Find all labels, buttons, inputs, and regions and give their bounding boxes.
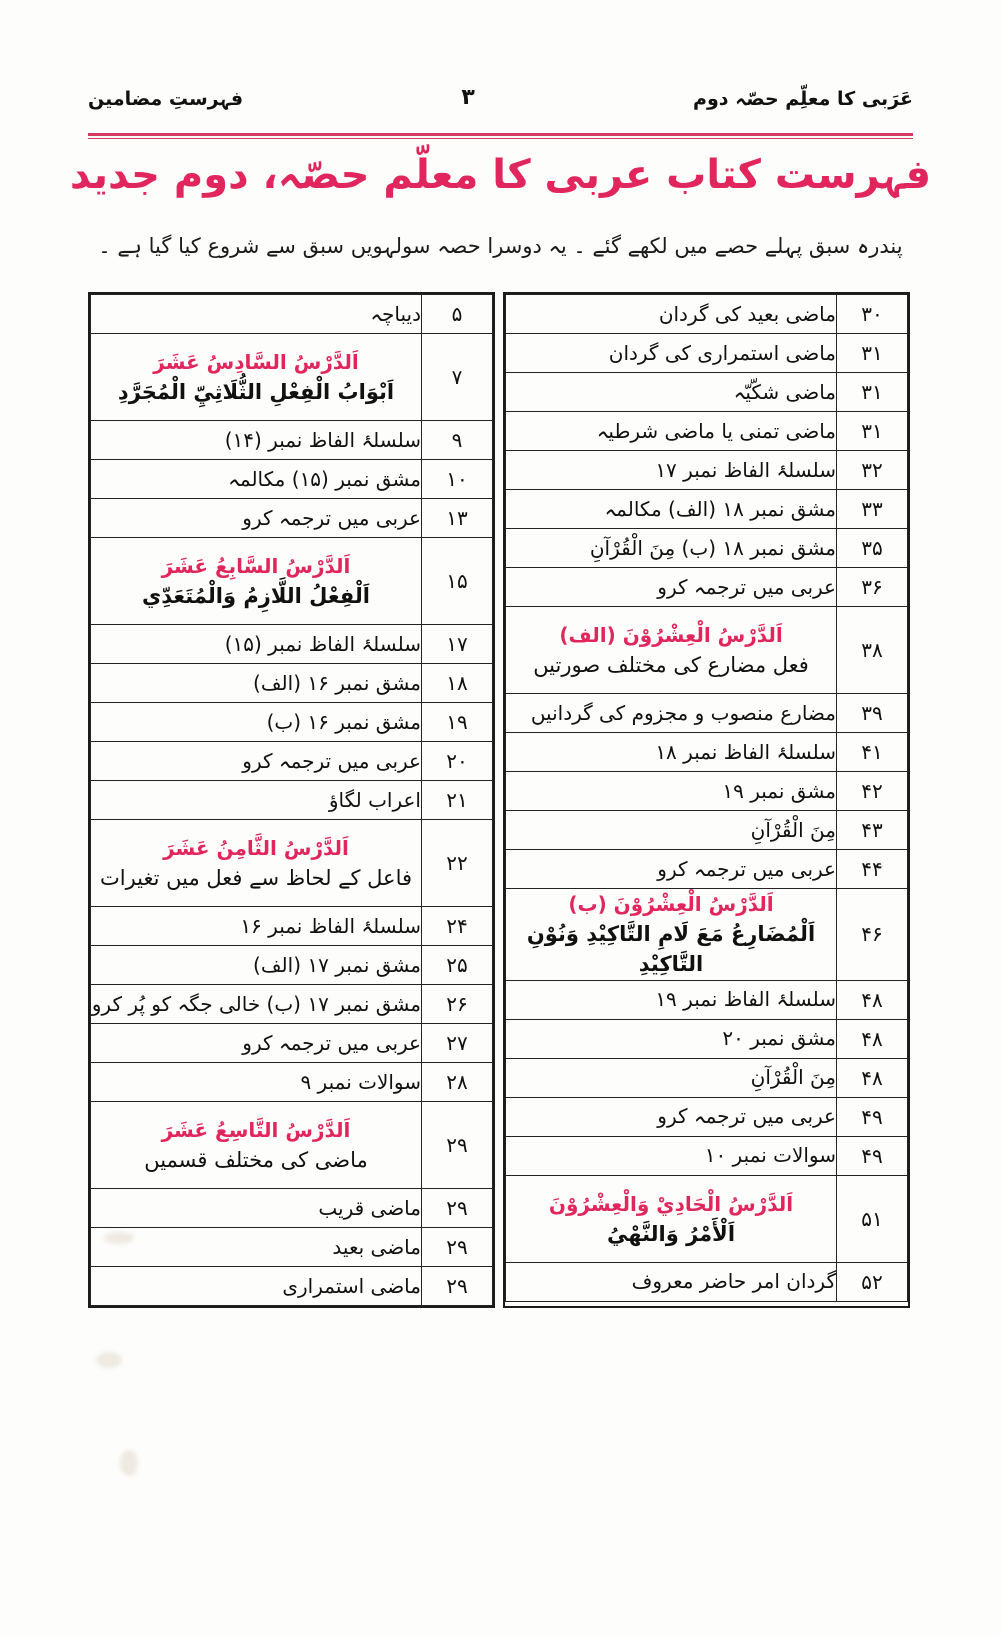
table-row — [91, 334, 493, 421]
entry-title: مشق نمبر ۲۰ — [722, 1026, 836, 1051]
paper-smudge — [96, 1352, 122, 1368]
page-number-cell: ۹ — [422, 421, 493, 460]
page-subtitle: پندرہ سبق پہلے حصے میں لکھے گئے ۔ یہ دوسرا حصہ سولہویں سبق سے شروع کیا گیا ہے ۔ — [98, 234, 903, 258]
entry-title: گردان امر حاضر معروف — [631, 1269, 836, 1294]
table-row — [91, 1063, 493, 1102]
entry-title: سلسلۂ الفاظ نمبر ۱۸ — [655, 739, 836, 764]
table-row — [91, 1228, 493, 1267]
table-row — [506, 373, 908, 412]
entry-title-cell — [506, 529, 837, 568]
entry-title: مشق نمبر ۱۹ — [722, 778, 836, 803]
page-number-cell: ۳۳ — [837, 490, 908, 529]
lesson-subtitle: ماضی کی مختلف قسمیں — [144, 1147, 368, 1172]
entry-title-cell — [506, 889, 837, 981]
lesson-subtitle: فعل مضارع کی مختلف صورتیں — [533, 652, 809, 677]
entry-title-cell — [91, 781, 422, 820]
page-number-cell: ۲۷ — [422, 1024, 493, 1063]
table-row — [91, 703, 493, 742]
table-row — [91, 625, 493, 664]
table-row — [506, 772, 908, 811]
page-number-cell: ۱۷ — [422, 625, 493, 664]
header-book-title: عَرَبی کا معلِّم حصّہ دوم — [693, 88, 913, 111]
lesson-heading: اَلدَّرْسُ الْحَادِيْ وَالْعِشْرُوْنَ — [548, 1191, 794, 1216]
entry-title-cell — [506, 295, 837, 334]
table-of-contents — [88, 292, 910, 1308]
page-number-cell: ۴۱ — [837, 733, 908, 772]
table-row — [91, 946, 493, 985]
lesson-subtitle: اَلْأَمْرُ وَالنَّهْيُ — [606, 1221, 736, 1246]
entry-title-cell — [91, 1102, 422, 1189]
entry-title-cell — [506, 1136, 837, 1175]
entry-title-cell — [506, 772, 837, 811]
table-row — [506, 889, 908, 981]
entry-title: ماضی شکّیّہ — [733, 379, 836, 404]
entry-title: عربی میں ترجمہ کرو — [242, 1030, 421, 1055]
entry-title: دیباچہ — [370, 301, 421, 326]
table-row — [91, 985, 493, 1024]
page-number-cell: ۲۹ — [422, 1189, 493, 1228]
toc-column-right — [88, 292, 495, 1308]
header-section-label: فہرستِ مضامین — [88, 88, 244, 111]
lesson-subtitle: اَلْفِعْلُ اللَّازِمُ وَالْمُتَعَدِّي — [142, 583, 370, 608]
entry-title-cell — [91, 1228, 422, 1267]
page-number-cell: ۱۰ — [422, 460, 493, 499]
entry-title: ماضی استمراری — [282, 1273, 421, 1298]
page-number-cell: ۳۲ — [837, 451, 908, 490]
page-number-cell: ۱۳ — [422, 499, 493, 538]
page-number-cell: ۴۲ — [837, 772, 908, 811]
entry-title: سوالات نمبر ۹ — [300, 1069, 421, 1094]
table-row — [91, 421, 493, 460]
table-row — [91, 538, 493, 625]
entry-title-cell — [506, 607, 837, 694]
page-number-cell: ۲۸ — [422, 1063, 493, 1102]
entry-title-cell — [506, 850, 837, 889]
lesson-heading: اَلدَّرْسُ التَّاسِعُ عَشَرَ — [161, 1117, 351, 1142]
entry-title-cell — [91, 985, 422, 1024]
table-row — [506, 607, 908, 694]
table-row — [91, 1024, 493, 1063]
entry-title-cell — [506, 412, 837, 451]
entry-title-cell — [91, 1189, 422, 1228]
entry-title-cell — [91, 625, 422, 664]
page-number-cell: ۳۰ — [837, 295, 908, 334]
header-rule — [88, 133, 913, 136]
entry-title-cell — [91, 1063, 422, 1102]
page-number-cell: ۱۸ — [422, 664, 493, 703]
entry-title: مشق نمبر ۱۸ (الف) مکالمہ — [604, 496, 836, 521]
lesson-heading: اَلدَّرْسُ السَّادِسُ عَشَرَ — [153, 349, 359, 374]
page-number-cell: ۵ — [422, 295, 493, 334]
lesson-heading: اَلدَّرْسُ السَّابِعُ عَشَرَ — [161, 553, 351, 578]
page-number-cell: ۵۱ — [837, 1175, 908, 1262]
entry-title-cell — [91, 1267, 422, 1306]
page-number-cell: ۲۴ — [422, 907, 493, 946]
entry-title-cell — [506, 694, 837, 733]
page-title: فہرست کتاب عربی کا معلّم حصّہ، دوم جدید — [69, 152, 932, 198]
header-page-number: ۳ — [461, 85, 475, 110]
toc-table-left — [505, 294, 908, 1302]
page-number-cell: ۳۹ — [837, 694, 908, 733]
table-row — [506, 1058, 908, 1097]
table-row — [91, 781, 493, 820]
table-row — [506, 1136, 908, 1175]
page-number-cell: ۵۲ — [837, 1262, 908, 1301]
entry-title-cell — [506, 451, 837, 490]
entry-title: مشق نمبر ۱۸ (ب) مِنَ الْقُرْآنِ — [589, 535, 836, 560]
entry-title-cell — [91, 907, 422, 946]
table-row — [506, 1262, 908, 1301]
page-number-cell: ۴۹ — [837, 1136, 908, 1175]
entry-title: عربی میں ترجمہ کرو — [657, 1104, 836, 1129]
entry-title: عربی میں ترجمہ کرو — [657, 856, 836, 881]
entry-title-cell — [506, 980, 837, 1019]
table-row — [91, 1102, 493, 1189]
page-number-cell: ۴۸ — [837, 980, 908, 1019]
entry-title-cell — [91, 703, 422, 742]
table-row — [91, 907, 493, 946]
entry-title: ماضی استمراری کی گردان — [608, 340, 836, 365]
entry-title-cell — [506, 373, 837, 412]
page-number-cell: ۴۸ — [837, 1058, 908, 1097]
entry-title-cell — [91, 742, 422, 781]
table-row — [506, 733, 908, 772]
header-row — [88, 86, 913, 110]
lesson-heading: اَلدَّرْسُ الْعِشْرُوْنَ (ب) — [568, 892, 774, 916]
entry-title-cell — [91, 499, 422, 538]
entry-title: عربی میں ترجمہ کرو — [242, 748, 421, 773]
toc-column-left — [503, 292, 910, 1308]
entry-title: عربی میں ترجمہ کرو — [242, 505, 421, 530]
entry-title-cell — [91, 1024, 422, 1063]
entry-title-cell — [91, 295, 422, 334]
table-row — [91, 742, 493, 781]
entry-title: مشق نمبر (۱۵) مکالمہ — [228, 466, 421, 491]
toc-table-right — [90, 294, 493, 1306]
entry-title-cell — [506, 490, 837, 529]
lesson-subtitle: اَبْوَابُ الْفِعْلِ الثُّلَاثِيِّ الْمُجَرَّدِ — [117, 379, 395, 404]
entry-title: مِنَ الْقُرْآنِ — [750, 1065, 836, 1090]
table-row — [506, 1019, 908, 1058]
paper-smudge — [120, 1450, 138, 1476]
table-row — [506, 568, 908, 607]
entry-title: سلسلۂ الفاظ نمبر (۱۴) — [224, 427, 421, 452]
header-rule-thin — [88, 138, 913, 139]
page-number-cell: ۱۹ — [422, 703, 493, 742]
entry-title: مشق نمبر ۱۶ (الف) — [253, 670, 421, 695]
entry-title: عربی میں ترجمہ کرو — [657, 574, 836, 599]
entry-title: ماضی بعید کی گردان — [658, 301, 836, 326]
entry-title: مشق نمبر ۱۶ (ب) — [266, 709, 421, 734]
table-row — [91, 295, 493, 334]
entry-title-cell — [91, 946, 422, 985]
page-number-cell: ۱۵ — [422, 538, 493, 625]
entry-title: مِنَ الْقُرْآنِ — [750, 817, 836, 842]
page-number-cell: ۴۴ — [837, 850, 908, 889]
table-row — [91, 664, 493, 703]
lesson-subtitle: اَلْمُضَارِعُ مَعَ لَامِ التَّاکِیْدِ وَنُوْنِ التَّاکِیْدِ — [526, 922, 816, 977]
table-row — [506, 529, 908, 568]
entry-title-cell — [91, 334, 422, 421]
entry-title-cell — [506, 568, 837, 607]
table-row — [506, 295, 908, 334]
page-number-cell: ۴۹ — [837, 1097, 908, 1136]
page-number-cell: ۳۱ — [837, 373, 908, 412]
lesson-heading: اَلدَّرْسُ الثَّامِنُ عَشَرَ — [163, 835, 349, 860]
table-row — [506, 850, 908, 889]
table-row — [506, 1175, 908, 1262]
entry-title-cell — [506, 1175, 837, 1262]
table-row — [506, 412, 908, 451]
lesson-heading: اَلدَّرْسُ الْعِشْرُوْنَ (الف) — [559, 622, 783, 647]
entry-title: سوالات نمبر ۱۰ — [704, 1143, 836, 1168]
entry-title-cell — [91, 820, 422, 907]
entry-title: ماضی قریب — [318, 1195, 421, 1220]
page-number-cell: ۴۶ — [837, 889, 908, 981]
page-number-cell: ۴۳ — [837, 811, 908, 850]
table-row — [91, 1267, 493, 1306]
page-number-cell: ۷ — [422, 334, 493, 421]
page-number-cell: ۲۵ — [422, 946, 493, 985]
page-number-cell: ۳۸ — [837, 607, 908, 694]
page-number-cell: ۳۱ — [837, 334, 908, 373]
entry-title-cell — [91, 664, 422, 703]
table-row — [506, 980, 908, 1019]
page-number-cell: ۳۵ — [837, 529, 908, 568]
entry-title-cell — [91, 421, 422, 460]
page-number-cell: ۳۱ — [837, 412, 908, 451]
table-row — [506, 694, 908, 733]
table-row — [506, 1097, 908, 1136]
page-number-cell: ۲۲ — [422, 820, 493, 907]
table-row — [91, 460, 493, 499]
table-row — [91, 820, 493, 907]
page-number-cell: ۳۶ — [837, 568, 908, 607]
table-row — [506, 334, 908, 373]
lesson-subtitle: فاعل کے لحاظ سے فعل میں تغیرات — [99, 865, 413, 890]
entry-title: ماضی بعید — [332, 1234, 421, 1259]
entry-title-cell — [506, 811, 837, 850]
entry-title: سلسلۂ الفاظ نمبر ۱۹ — [655, 987, 836, 1012]
table-row — [91, 1189, 493, 1228]
entry-title: اعراب لگاؤ — [328, 787, 421, 812]
page-number-cell: ۲۰ — [422, 742, 493, 781]
entry-title: سلسلۂ الفاظ نمبر (۱۵) — [224, 631, 421, 656]
page-number-cell: ۲۱ — [422, 781, 493, 820]
table-row — [506, 811, 908, 850]
page-number-cell: ۲۶ — [422, 985, 493, 1024]
entry-title-cell — [506, 733, 837, 772]
page-number-cell: ۲۹ — [422, 1228, 493, 1267]
page-number-cell: ۲۹ — [422, 1267, 493, 1306]
page-header — [88, 86, 913, 132]
entry-title: سلسلۂ الفاظ نمبر ۱۷ — [655, 457, 836, 482]
entry-title-cell — [506, 1097, 837, 1136]
page-number-cell: ۴۸ — [837, 1019, 908, 1058]
entry-title: مضارع منصوب و مجزوم کی گردانیں — [530, 700, 836, 725]
entry-title-cell — [91, 538, 422, 625]
entry-title-cell — [506, 334, 837, 373]
entry-title: مشق نمبر ۱۷ (ب) خالی جگہ کو پُر کرو — [91, 991, 421, 1016]
entry-title: مشق نمبر ۱۷ (الف) — [253, 952, 421, 977]
entry-title-cell — [506, 1058, 837, 1097]
entry-title: ماضی تمنی یا ماضی شرطیہ — [596, 418, 836, 443]
entry-title: سلسلۂ الفاظ نمبر ۱۶ — [240, 913, 421, 938]
entry-title-cell — [91, 460, 422, 499]
entry-title-cell — [506, 1262, 837, 1301]
table-row — [506, 490, 908, 529]
table-row — [91, 499, 493, 538]
table-row — [506, 451, 908, 490]
entry-title-cell — [506, 1019, 837, 1058]
page-number-cell: ۲۹ — [422, 1102, 493, 1189]
